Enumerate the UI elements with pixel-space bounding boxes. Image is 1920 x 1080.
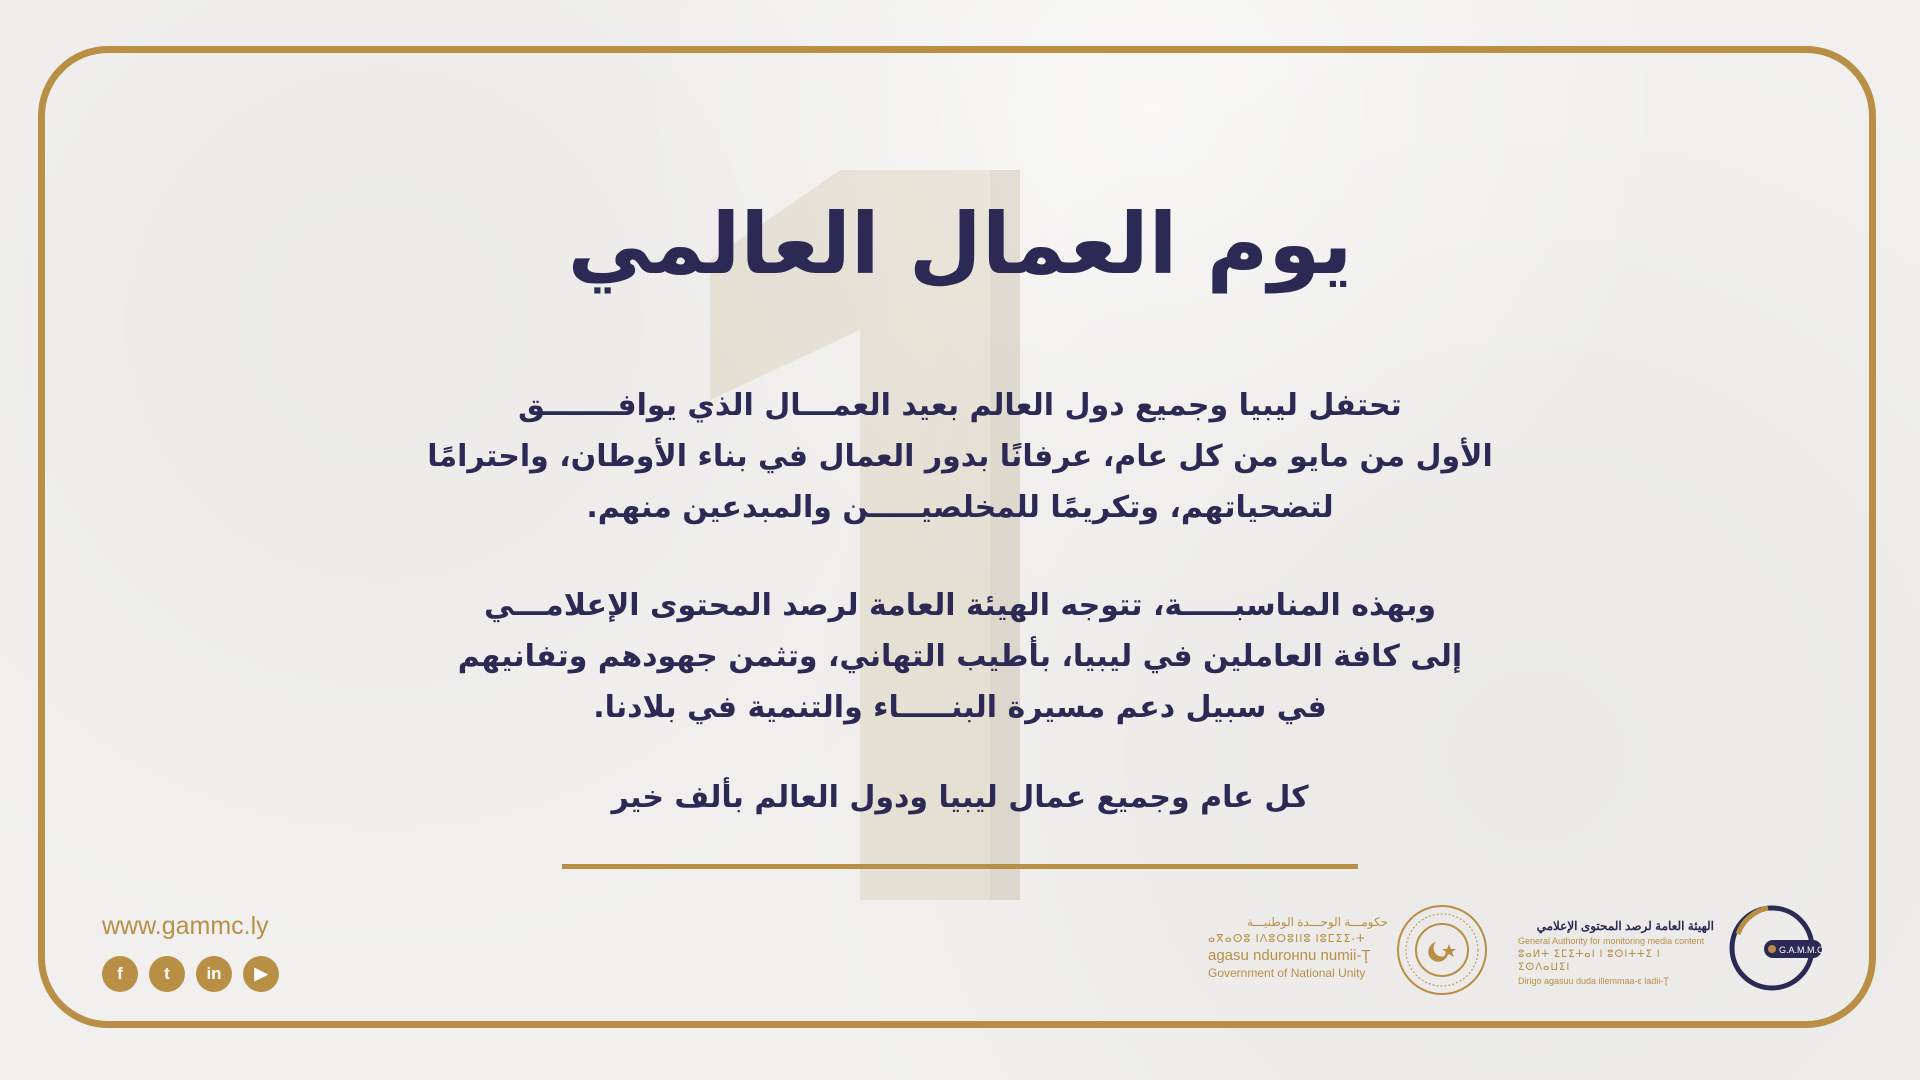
paragraph-line: وبهذه المناسبـــــة، تتوجه الهيئة العامة لرصد المحتوى الإعلامـــي: [484, 588, 1436, 623]
authority-name-arabic: الهيئة العامة لرصد المحتوى الإعلامي: [1536, 919, 1714, 933]
authority-name-latin: Dirigo agasuu duda illemmaa-ɛ ladii-Ţ: [1518, 976, 1669, 986]
page-title: يوم العمال العالمي: [567, 195, 1353, 293]
twitter-icon[interactable]: t: [149, 956, 185, 992]
message-paragraph-1: [400, 380, 1520, 533]
authority-logo-text: [1518, 918, 1714, 988]
paragraph-line: تحتفل ليبيا وجميع دول العالم بعيد العمـــال الذي يوافـــــــق: [518, 388, 1402, 423]
paragraph-line: لتضحياتهم، وتكريمًا للمخلصيـــــن والمبدعين منهم.: [586, 490, 1334, 525]
authority-name-english: General Authority for monitoring media content: [1518, 936, 1705, 946]
gammc-logo-text: G.A.M.M.C: [1779, 945, 1824, 955]
government-name-latin: agasu ndurонnu numii-Ţ: [1208, 947, 1371, 964]
government-name-tifinagh: ⴰⴳⴰⵙⵓ ⵏⴷⵓⵔⵓⵏⵏⵓ ⵏⵓⵎⵉⵉ-ⵜ: [1208, 933, 1366, 945]
paragraph-line: في سبيل دعم مسيرة البنـــــاء والتنمية في بلادنا.: [593, 690, 1327, 725]
government-name-arabic: حكومـــة الوحـــدة الوطنيـــة: [1246, 915, 1388, 929]
linkedin-icon[interactable]: in: [196, 956, 232, 992]
social-links: [102, 956, 279, 992]
border-frame: [38, 46, 1876, 1028]
gammc-logo: [1728, 904, 1824, 992]
paragraph-line: الأول من مايو من كل عام، عرفانًا بدور العمال في بناء الأوطان، واحترامًا: [427, 439, 1493, 474]
facebook-icon[interactable]: f: [102, 956, 138, 992]
authority-name-tifinagh: ⵓⴰⵍⵜ ⵉⵎⵉⵜⴰⵏ ⵏ ⵓⵙⵏⵜⵜⵉ ⵏ ⵉⵙⴷⴰⵡⵉⵏ: [1518, 949, 1661, 973]
libya-emblem-icon: [1396, 904, 1488, 996]
closing-greeting: كل عام وجميع عمال ليبيا ودول العالم بألف خير: [611, 780, 1309, 815]
government-name-english: Government of National Unity: [1208, 966, 1366, 980]
paragraph-line: إلى كافة العاملين في ليبيا، بأطيب التهاني، وتثمن جهودهم وتفانيهم: [457, 639, 1463, 674]
youtube-icon[interactable]: ▶: [243, 956, 279, 992]
divider: [562, 864, 1358, 869]
message-paragraph-2: [400, 580, 1520, 733]
government-logo-text: [1208, 914, 1388, 981]
website-link[interactable]: www.gammc.ly: [102, 912, 269, 940]
